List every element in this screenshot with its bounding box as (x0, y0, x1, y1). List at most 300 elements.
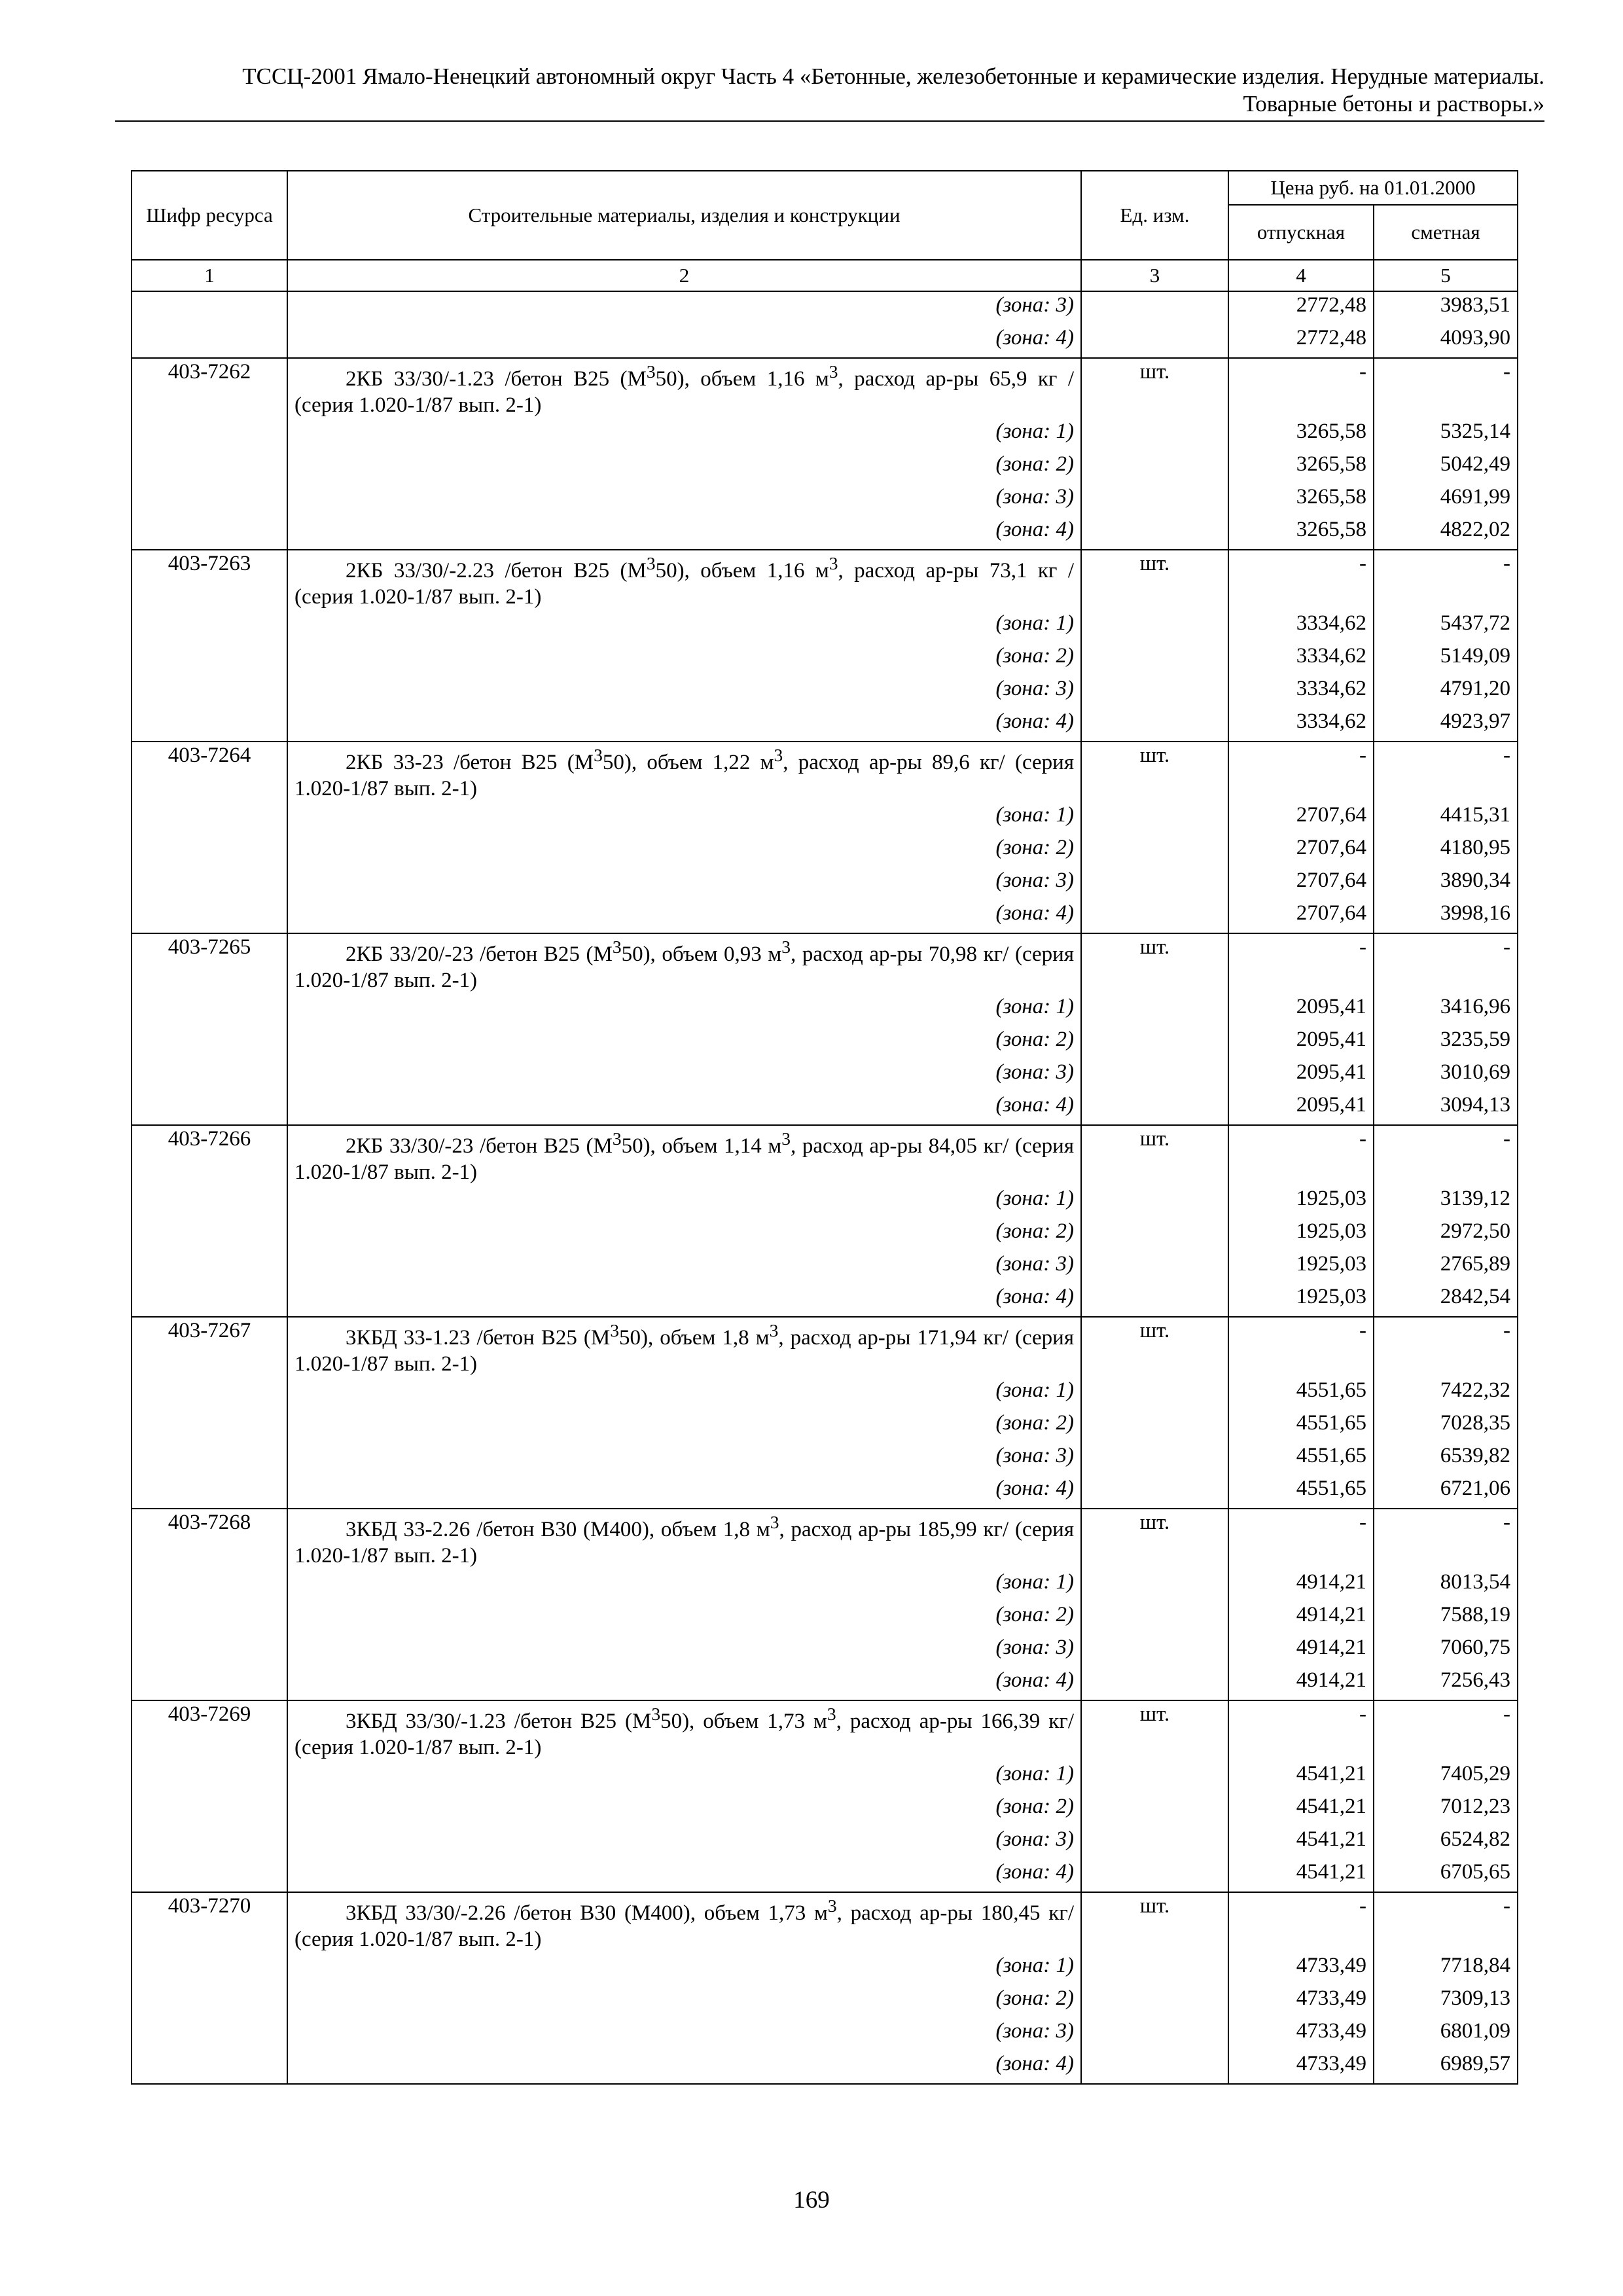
estimate-price: 7422,32 (1374, 1377, 1518, 1410)
superscript: 3 (646, 553, 656, 573)
release-price: 2095,41 (1228, 1026, 1374, 1059)
estimate-price: 4923,97 (1374, 708, 1518, 742)
code-cell-empty (132, 1185, 287, 1218)
zone-label: (зона: 1) (287, 1952, 1081, 1985)
col-head-name: Строительные материалы, изделия и конструкции (287, 171, 1081, 260)
zone-row (132, 1602, 1518, 1634)
code-cell-empty (132, 325, 287, 358)
desc-text: , расход ар-ры 84,05 кг/ (серия 1.020-1/87 вып. 2-1) (294, 1134, 1074, 1184)
zone-row (132, 675, 1518, 708)
superscript: 3 (770, 1512, 779, 1532)
zone-row (132, 1952, 1518, 1985)
zone-row (132, 2018, 1518, 2051)
code-cell-empty (132, 1443, 287, 1475)
release-price: 2772,48 (1228, 291, 1374, 325)
zone-row (132, 1475, 1518, 1509)
release-price: 4551,65 (1228, 1377, 1374, 1410)
unit-cell-empty (1081, 1602, 1228, 1634)
estimate-price: 4093,90 (1374, 325, 1518, 358)
unit-cell-empty (1081, 1475, 1228, 1509)
estimate-price: 3998,16 (1374, 900, 1518, 933)
running-header (115, 63, 1544, 118)
unit-cell-empty (1081, 1793, 1228, 1826)
unit-cell-empty (1081, 2051, 1228, 2084)
zone-row (132, 1761, 1518, 1793)
release-price: 4551,65 (1228, 1410, 1374, 1443)
item-description (287, 1317, 1081, 1377)
zone-row (132, 1092, 1518, 1125)
desc-text: 2КБ 33/20/-23 /бетон В25 (М (346, 942, 613, 966)
zone-row (132, 1283, 1518, 1317)
desc-text: 2КБ 33/30/-23 /бетон В25 (М (346, 1134, 613, 1158)
unit-of-measure: шт. (1081, 550, 1228, 610)
unit-cell-empty (1081, 1569, 1228, 1602)
zone-label: (зона: 3) (287, 291, 1081, 325)
code-cell-empty (132, 675, 287, 708)
zone-row (132, 834, 1518, 867)
release-price: 2095,41 (1228, 1092, 1374, 1125)
zone-row (132, 451, 1518, 484)
release-price: 3265,58 (1228, 516, 1374, 550)
estimate-price: 7256,43 (1374, 1667, 1518, 1700)
zone-label: (зона: 1) (287, 1569, 1081, 1602)
unit-cell-empty (1081, 643, 1228, 675)
release-price: 4541,21 (1228, 1826, 1374, 1859)
zone-row (132, 1667, 1518, 1700)
release-price: 4914,21 (1228, 1667, 1374, 1700)
code-cell-empty (132, 418, 287, 451)
zone-label: (зона: 4) (287, 1283, 1081, 1317)
unit-cell-empty (1081, 900, 1228, 933)
zone-label: (зона: 2) (287, 1985, 1081, 2018)
zone-label: (зона: 1) (287, 802, 1081, 834)
unit-cell-empty (1081, 1985, 1228, 2018)
release-price: - (1228, 742, 1374, 802)
zone-label: (зона: 4) (287, 1092, 1081, 1125)
item-description (287, 933, 1081, 994)
unit-cell-empty (1081, 1410, 1228, 1443)
release-price: 3334,62 (1228, 610, 1374, 643)
superscript: 3 (827, 1704, 836, 1724)
header-line-2: Товарные бетоны и растворы.» (1243, 91, 1544, 117)
estimate-price: 7012,23 (1374, 1793, 1518, 1826)
col-head-unit: Ед. изм. (1081, 171, 1228, 260)
estimate-price: - (1374, 1892, 1518, 1952)
superscript: 3 (612, 1128, 622, 1149)
unit-cell-empty (1081, 610, 1228, 643)
release-price: - (1228, 358, 1374, 418)
code-cell-empty (132, 1377, 287, 1410)
release-price: 2772,48 (1228, 325, 1374, 358)
zone-label: (зона: 4) (287, 1859, 1081, 1892)
release-price: - (1228, 1700, 1374, 1761)
unit-cell-empty (1081, 867, 1228, 900)
code-cell-empty (132, 802, 287, 834)
desc-text: , расход ар-ры 185,99 кг/ (серия 1.020-1/87 вып. 2-1) (294, 1518, 1075, 1568)
release-price: 4733,49 (1228, 2051, 1374, 2084)
estimate-price: - (1374, 1317, 1518, 1377)
desc-text: , расход ар-ры 180,45 кг/ (серия 1.020-1/87 вып. 2-1) (294, 1901, 1074, 1951)
release-price: - (1228, 1125, 1374, 1185)
table-row (132, 550, 1518, 610)
estimate-price: 8013,54 (1374, 1569, 1518, 1602)
table-row (132, 358, 1518, 418)
table-row (132, 933, 1518, 994)
item-description (287, 550, 1081, 610)
unit-cell-empty (1081, 994, 1228, 1026)
estimate-price: 3010,69 (1374, 1059, 1518, 1092)
desc-text: 2КБ 33-23 /бетон В25 (М (346, 751, 594, 774)
zone-row (132, 802, 1518, 834)
estimate-price: 5042,49 (1374, 451, 1518, 484)
code-cell-empty (132, 1985, 287, 2018)
release-price: 2707,64 (1228, 802, 1374, 834)
release-price: 1925,03 (1228, 1185, 1374, 1218)
superscript: 3 (646, 361, 656, 382)
desc-text: , расход ар-ры 70,98 кг/ (серия 1.020-1/87 вып. 2-1) (294, 942, 1074, 992)
code-cell-empty (132, 1602, 287, 1634)
estimate-price: 5149,09 (1374, 643, 1518, 675)
release-price: 3334,62 (1228, 643, 1374, 675)
code-cell-empty (132, 1092, 287, 1125)
zone-label: (зона: 2) (287, 834, 1081, 867)
unit-cell-empty (1081, 1251, 1228, 1283)
release-price: - (1228, 933, 1374, 994)
code-cell-empty (132, 484, 287, 516)
release-price: - (1228, 550, 1374, 610)
item-description (287, 742, 1081, 802)
release-price: - (1228, 1892, 1374, 1952)
desc-text: , расход ар-ры 65,9 кг / (серия 1.020-1/87 вып. 2-1) (294, 367, 1074, 417)
zone-label: (зона: 3) (287, 1634, 1081, 1667)
resource-code: 403-7267 (132, 1317, 287, 1377)
estimate-price: 5437,72 (1374, 610, 1518, 643)
release-price: 2095,41 (1228, 994, 1374, 1026)
estimate-price: 2765,89 (1374, 1251, 1518, 1283)
estimate-price: 3890,34 (1374, 867, 1518, 900)
release-price: - (1228, 1317, 1374, 1377)
zone-label: (зона: 1) (287, 610, 1081, 643)
code-cell-empty (132, 994, 287, 1026)
estimate-price: - (1374, 550, 1518, 610)
zone-row (132, 1026, 1518, 1059)
desc-text: , расход ар-ры 166,39 кг/ (серия 1.020-1/87 вып. 2-1) (294, 1710, 1074, 1759)
release-price: 2707,64 (1228, 834, 1374, 867)
zone-row (132, 2051, 1518, 2084)
release-price: - (1228, 1509, 1374, 1569)
superscript: 3 (594, 745, 603, 765)
code-cell-empty (132, 1952, 287, 1985)
resource-code: 403-7270 (132, 1892, 287, 1952)
code-cell-empty (132, 1761, 287, 1793)
unit-cell-empty (1081, 2018, 1228, 2051)
code-cell-empty (132, 900, 287, 933)
unit-cell-empty (1081, 516, 1228, 550)
desc-text: , расход ар-ры 89,6 кг/ (серия 1.020-1/87 вып. 2-1) (294, 751, 1075, 800)
estimate-price: 3983,51 (1374, 291, 1518, 325)
unit-cell-empty (1081, 1059, 1228, 1092)
table-row (132, 1125, 1518, 1185)
col-head-release: отпускная (1228, 205, 1374, 260)
release-price: 4733,49 (1228, 2018, 1374, 2051)
release-price: 1925,03 (1228, 1218, 1374, 1251)
unit-cell-empty (1081, 484, 1228, 516)
unit-cell-empty (1081, 418, 1228, 451)
unit-of-measure: шт. (1081, 1700, 1228, 1761)
estimate-price: 3139,12 (1374, 1185, 1518, 1218)
zone-row (132, 484, 1518, 516)
superscript: 3 (769, 1320, 779, 1340)
unit-cell-empty (1081, 291, 1228, 325)
estimate-price: 6721,06 (1374, 1475, 1518, 1509)
desc-text: , расход ар-ры 73,1 кг / (серия 1.020-1/87 вып. 2-1) (294, 559, 1074, 609)
estimate-price: 4691,99 (1374, 484, 1518, 516)
zone-row (132, 1218, 1518, 1251)
code-cell-empty (132, 1410, 287, 1443)
zone-label: (зона: 4) (287, 516, 1081, 550)
unit-cell-empty (1081, 1026, 1228, 1059)
code-cell-empty (132, 1859, 287, 1892)
col-head-estimate: сметная (1374, 205, 1518, 260)
zone-row (132, 1410, 1518, 1443)
estimate-price: 6705,65 (1374, 1859, 1518, 1892)
desc-text: 3КБД 33-1.23 /бетон В25 (М (346, 1326, 611, 1350)
desc-text: , расход ар-ры 171,94 кг/ (серия 1.020-1/87 вып. 2-1) (294, 1326, 1074, 1376)
item-description (287, 1509, 1081, 1569)
zone-label: (зона: 4) (287, 2051, 1081, 2084)
estimate-price: - (1374, 933, 1518, 994)
zone-row (132, 1826, 1518, 1859)
zone-label: (зона: 4) (287, 1667, 1081, 1700)
code-cell-empty (132, 2018, 287, 2051)
table-row (132, 742, 1518, 802)
item-description (287, 1125, 1081, 1185)
estimate-price: 3235,59 (1374, 1026, 1518, 1059)
code-cell-empty (132, 1283, 287, 1317)
estimate-price: - (1374, 1700, 1518, 1761)
zone-label: (зона: 4) (287, 1475, 1081, 1509)
resource-code: 403-7266 (132, 1125, 287, 1185)
code-cell-empty (132, 1569, 287, 1602)
zone-row (132, 516, 1518, 550)
estimate-price: 7718,84 (1374, 1952, 1518, 1985)
zone-row (132, 1859, 1518, 1892)
resource-code: 403-7263 (132, 550, 287, 610)
superscript: 3 (827, 1895, 837, 1916)
estimate-price: 5325,14 (1374, 418, 1518, 451)
estimate-price: 2842,54 (1374, 1283, 1518, 1317)
release-price: 4541,21 (1228, 1793, 1374, 1826)
zone-row (132, 1985, 1518, 2018)
estimate-price: 4180,95 (1374, 834, 1518, 867)
release-price: 4733,49 (1228, 1952, 1374, 1985)
zone-label: (зона: 3) (287, 1059, 1081, 1092)
estimate-price: 7060,75 (1374, 1634, 1518, 1667)
col-head-price: Цена руб. на 01.01.2000 (1228, 171, 1518, 205)
code-cell-empty (132, 1218, 287, 1251)
desc-text: 50), объем 1,14 м (621, 1134, 782, 1158)
zone-label: (зона: 2) (287, 643, 1081, 675)
desc-text: 3КБД 33/30/-2.26 /бетон В30 (М400), объем 1,73 м (346, 1901, 828, 1925)
zone-row (132, 1059, 1518, 1092)
estimate-price: 7028,35 (1374, 1410, 1518, 1443)
superscript: 3 (774, 745, 783, 765)
table-head (132, 171, 1518, 291)
code-cell-empty (132, 1059, 287, 1092)
release-price: 4541,21 (1228, 1859, 1374, 1892)
desc-text: 50), объем 0,93 м (621, 942, 782, 966)
zone-row (132, 1634, 1518, 1667)
code-cell-empty (132, 643, 287, 675)
code-cell-empty (132, 708, 287, 742)
estimate-price: 2972,50 (1374, 1218, 1518, 1251)
zone-row (132, 1569, 1518, 1602)
zone-label: (зона: 2) (287, 451, 1081, 484)
zone-label: (зона: 3) (287, 2018, 1081, 2051)
estimate-price: 3416,96 (1374, 994, 1518, 1026)
superscript: 3 (651, 1704, 661, 1724)
page-number: 169 (793, 2187, 830, 2214)
table-row (132, 1317, 1518, 1377)
unit-of-measure: шт. (1081, 742, 1228, 802)
price-table (131, 170, 1518, 2085)
col-number-4: 4 (1228, 260, 1374, 291)
zone-label: (зона: 3) (287, 675, 1081, 708)
unit-of-measure: шт. (1081, 1125, 1228, 1185)
desc-text: 50), объем 1,16 м (655, 559, 829, 583)
release-price: 3265,58 (1228, 451, 1374, 484)
unit-cell-empty (1081, 1218, 1228, 1251)
code-cell-empty (132, 1826, 287, 1859)
code-cell-empty (132, 291, 287, 325)
estimate-price: 7588,19 (1374, 1602, 1518, 1634)
zone-row (132, 708, 1518, 742)
code-cell-empty (132, 1667, 287, 1700)
release-price: 3334,62 (1228, 675, 1374, 708)
zone-row (132, 643, 1518, 675)
estimate-price: 7309,13 (1374, 1985, 1518, 2018)
release-price: 4914,21 (1228, 1569, 1374, 1602)
unit-cell-empty (1081, 834, 1228, 867)
col-number-3: 3 (1081, 260, 1228, 291)
zone-row (132, 1793, 1518, 1826)
desc-text: 2КБ 33/30/-1.23 /бетон В25 (М (346, 367, 647, 391)
item-description (287, 358, 1081, 418)
estimate-price: - (1374, 1509, 1518, 1569)
unit-cell-empty (1081, 675, 1228, 708)
zone-row (132, 867, 1518, 900)
resource-code: 403-7262 (132, 358, 287, 418)
zone-label: (зона: 4) (287, 708, 1081, 742)
header-line-1: ТССЦ-2001 Ямало-Ненецкий автономный округ Часть 4 «Бетонные, железобетонные и керамические изделия. Нерудные материалы. (242, 63, 1544, 89)
release-price: 1925,03 (1228, 1283, 1374, 1317)
unit-cell-empty (1081, 1443, 1228, 1475)
unit-of-measure: шт. (1081, 1317, 1228, 1377)
estimate-price: - (1374, 1125, 1518, 1185)
release-price: 2707,64 (1228, 867, 1374, 900)
item-description (287, 1892, 1081, 1952)
item-description (287, 1700, 1081, 1761)
unit-cell-empty (1081, 1667, 1228, 1700)
unit-cell-empty (1081, 1634, 1228, 1667)
superscript: 3 (781, 1128, 791, 1149)
desc-text: 3КБД 33/30/-1.23 /бетон В25 (М (346, 1710, 652, 1733)
desc-text: 50), объем 1,8 м (619, 1326, 770, 1350)
estimate-price: 7405,29 (1374, 1761, 1518, 1793)
unit-cell-empty (1081, 1283, 1228, 1317)
code-cell-empty (132, 516, 287, 550)
zone-label: (зона: 3) (287, 484, 1081, 516)
release-price: 4551,65 (1228, 1475, 1374, 1509)
resource-code: 403-7268 (132, 1509, 287, 1569)
estimate-price: 4791,20 (1374, 675, 1518, 708)
code-cell-empty (132, 1793, 287, 1826)
estimate-price: 6524,82 (1374, 1826, 1518, 1859)
release-price: 4541,21 (1228, 1761, 1374, 1793)
zone-label: (зона: 4) (287, 325, 1081, 358)
col-number-2: 2 (287, 260, 1081, 291)
zone-label: (зона: 3) (287, 1443, 1081, 1475)
table-row (132, 1700, 1518, 1761)
code-cell-empty (132, 2051, 287, 2084)
zone-label: (зона: 1) (287, 994, 1081, 1026)
superscript: 3 (829, 553, 838, 573)
zone-row (132, 1443, 1518, 1475)
estimate-price: 6989,57 (1374, 2051, 1518, 2084)
zone-row (132, 900, 1518, 933)
zone-row (132, 1185, 1518, 1218)
estimate-price: - (1374, 358, 1518, 418)
code-cell-empty (132, 1475, 287, 1509)
zone-label: (зона: 3) (287, 867, 1081, 900)
zone-label: (зона: 1) (287, 1761, 1081, 1793)
desc-text: 50), объем 1,22 м (602, 751, 774, 774)
superscript: 3 (829, 361, 838, 382)
unit-cell-empty (1081, 1826, 1228, 1859)
unit-cell-empty (1081, 325, 1228, 358)
table-row (132, 1892, 1518, 1952)
desc-text: 50), объем 1,73 м (660, 1710, 827, 1733)
resource-code: 403-7265 (132, 933, 287, 994)
unit-cell-empty (1081, 708, 1228, 742)
superscript: 3 (612, 937, 622, 957)
unit-of-measure: шт. (1081, 1892, 1228, 1952)
estimate-price: - (1374, 742, 1518, 802)
zone-row (132, 1251, 1518, 1283)
zone-label: (зона: 2) (287, 1026, 1081, 1059)
unit-cell-empty (1081, 1377, 1228, 1410)
release-price: 4914,21 (1228, 1602, 1374, 1634)
zone-label: (зона: 2) (287, 1218, 1081, 1251)
estimate-price: 4822,02 (1374, 516, 1518, 550)
resource-code: 403-7264 (132, 742, 287, 802)
unit-of-measure: шт. (1081, 933, 1228, 994)
release-price: 2095,41 (1228, 1059, 1374, 1092)
unit-cell-empty (1081, 1761, 1228, 1793)
unit-cell-empty (1081, 1092, 1228, 1125)
table-body (132, 291, 1518, 2084)
release-price: 3265,58 (1228, 484, 1374, 516)
zone-row (132, 325, 1518, 358)
code-cell-empty (132, 610, 287, 643)
desc-text: 3КБД 33-2.26 /бетон В30 (М400), объем 1,8 м (346, 1518, 770, 1541)
col-number-5: 5 (1374, 260, 1518, 291)
zone-label: (зона: 2) (287, 1602, 1081, 1634)
release-price: 4551,65 (1228, 1443, 1374, 1475)
release-price: 4914,21 (1228, 1634, 1374, 1667)
zone-label: (зона: 2) (287, 1410, 1081, 1443)
release-price: 4733,49 (1228, 1985, 1374, 2018)
